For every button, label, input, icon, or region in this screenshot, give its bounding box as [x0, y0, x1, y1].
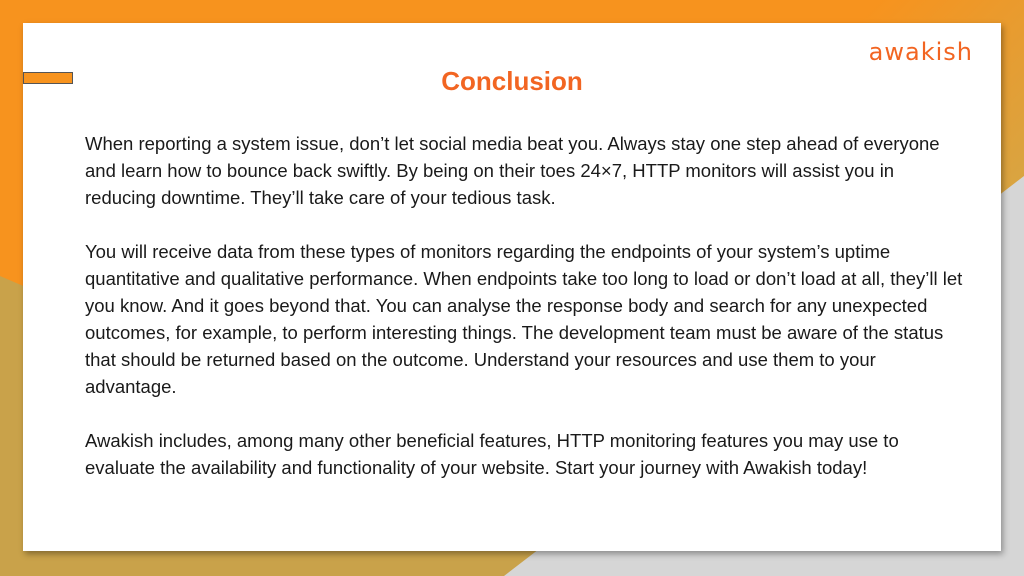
slide-card	[23, 23, 1001, 551]
accent-bar	[23, 72, 73, 84]
paragraph-3: Awakish includes, among many other beneficial features, HTTP monitoring features you may use to evaluate the availability and functionality of your website. Start your journey with Awakish today!	[85, 430, 899, 478]
awakish-logo: awakish	[868, 38, 973, 66]
slide-body	[85, 130, 965, 508]
slide-title: Conclusion	[441, 66, 583, 96]
paragraph-2: You will receive data from these types of monitors regarding the endpoints of your system’s uptime quantitative and qualitative performance. When endpoints take too long to load or don’t load at all, they’ll let you know. And it goes beyond that. You can analyse the response body and search for any unexpected outcomes, for example, to perform interesting things. The development team must be aware of the status that should be returned based on the outcome. Understand your resources and use them to your advantage.	[85, 241, 963, 397]
paragraph-1: When reporting a system issue, don’t let social media beat you. Always stay one step ahead of everyone and learn how to bounce back swiftly. By being on their toes 24×7, HTTP monitors will assist you in reducing downtime. They’ll take care of your tedious task.	[85, 133, 940, 208]
